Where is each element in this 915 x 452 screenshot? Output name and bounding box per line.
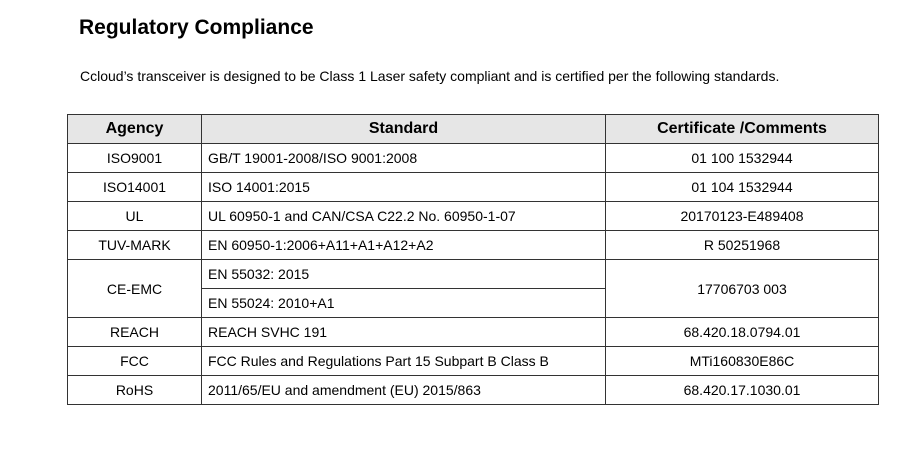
header-agency: Agency [68,115,202,144]
standard-cell: REACH SVHC 191 [202,318,606,347]
certificate-cell: MTi160830E86C [606,347,879,376]
table-row [68,347,879,376]
standard-cell: EN 60950-1:2006+A11+A1+A12+A2 [202,231,606,260]
agency-cell: TUV-MARK [68,231,202,260]
certificate-cell: 68.420.17.1030.01 [606,376,879,405]
certificate-cell: R 50251968 [606,231,879,260]
agency-cell: CE-EMC [68,260,202,318]
regulatory-compliance-table [67,114,879,405]
intro-paragraph: Ccloud’s transceiver is designed to be Class 1 Laser safety compliant and is certified per the following standards. [80,68,780,84]
standard-cell: UL 60950-1 and CAN/CSA C22.2 No. 60950-1-07 [202,202,606,231]
standard-cell: FCC Rules and Regulations Part 15 Subpart B Class B [202,347,606,376]
standard-cell: EN 55032: 2015 [202,260,606,289]
table-row [68,173,879,202]
agency-cell: ISO14001 [68,173,202,202]
page-title: Regulatory Compliance [79,16,314,39]
table-row [68,202,879,231]
standard-cell: 2011/65/EU and amendment (EU) 2015/863 [202,376,606,405]
table-row [68,144,879,173]
agency-cell: REACH [68,318,202,347]
agency-cell: RoHS [68,376,202,405]
certificate-cell: 68.420.18.0794.01 [606,318,879,347]
certificate-cell: 20170123-E489408 [606,202,879,231]
standard-cell: ISO 14001:2015 [202,173,606,202]
header-certificate: Certificate /Comments [606,115,879,144]
table-row [68,260,879,289]
standard-cell: EN 55024: 2010+A1 [202,289,606,318]
certificate-cell: 01 104 1532944 [606,173,879,202]
certificate-cell: 17706703 003 [606,260,879,318]
header-standard: Standard [202,115,606,144]
agency-cell: FCC [68,347,202,376]
standard-cell: GB/T 19001-2008/ISO 9001:2008 [202,144,606,173]
certificate-cell: 01 100 1532944 [606,144,879,173]
agency-cell: UL [68,202,202,231]
agency-cell: ISO9001 [68,144,202,173]
table-header-row [68,115,879,144]
table-row [68,231,879,260]
table-row [68,318,879,347]
table-row [68,376,879,405]
